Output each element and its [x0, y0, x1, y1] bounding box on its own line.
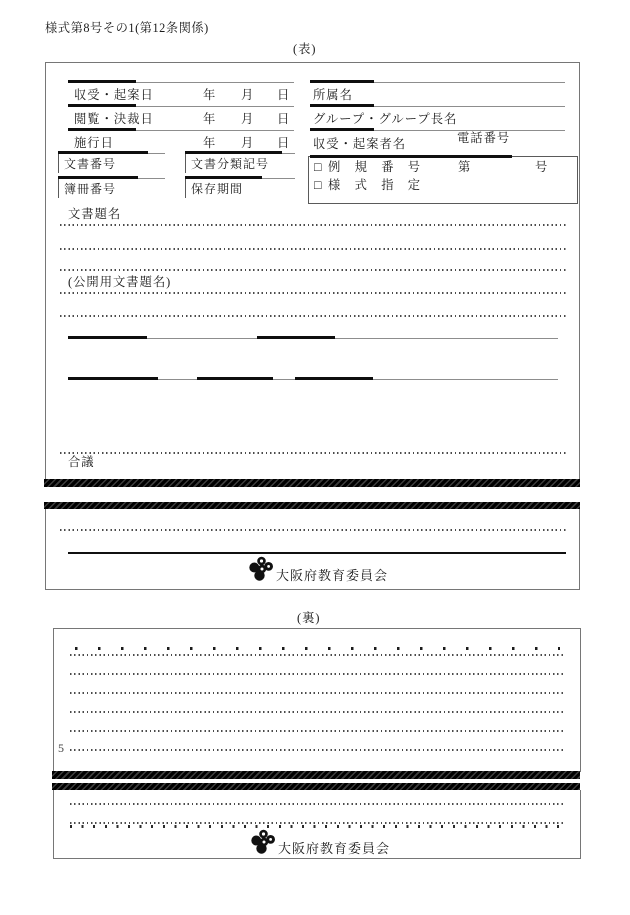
book-number-label: 簿冊番号 — [64, 182, 117, 196]
org-name: 大阪府教育委員会 — [278, 841, 391, 856]
yoshiki-shitei-label: 様 式 指 定 — [328, 178, 422, 192]
org-row-label: グループ・グループ長名 — [313, 112, 458, 126]
separator-bar — [52, 783, 580, 790]
separator-bar — [52, 771, 580, 779]
dotted-rule — [70, 692, 565, 694]
cell-topline — [185, 178, 295, 179]
doc-class-label: 文書分類記号 — [191, 157, 270, 171]
dotted-rule — [70, 803, 565, 805]
field-underline — [68, 130, 294, 131]
month-label: 月 — [241, 112, 255, 126]
form-id-title: 様式第8号その1(第12条関係) — [45, 21, 209, 35]
dotted-rule — [70, 730, 565, 732]
cell-topline — [185, 153, 295, 154]
field-underline — [310, 130, 565, 131]
dotted-rule — [60, 529, 566, 531]
dotted-rule — [70, 711, 565, 713]
reiki-number-checkbox[interactable]: □ — [314, 160, 323, 174]
phone-label: 電話番号 — [457, 131, 511, 145]
separator-bar — [44, 479, 580, 487]
yoshiki-shitei-checkbox[interactable]: □ — [314, 178, 323, 192]
signature-underline — [68, 379, 558, 380]
date-row-label: 施行日 — [74, 136, 114, 150]
year-label: 年 — [203, 112, 217, 126]
dotted-rule — [60, 248, 566, 250]
dotted-rule — [70, 749, 565, 751]
day-label: 日 — [277, 136, 291, 150]
month-label: 月 — [241, 136, 255, 150]
cell-border — [185, 178, 186, 198]
dotted-rule — [70, 822, 565, 824]
retention-label: 保存期間 — [191, 182, 244, 196]
gougi-label: 合議 — [68, 455, 95, 469]
org-row-label: 収受・起案者名 — [313, 137, 407, 151]
org-row-label: 所属名 — [313, 88, 353, 102]
separator-bar — [44, 502, 580, 509]
dotted-rule — [60, 269, 566, 271]
dotted-rule — [60, 224, 566, 226]
day-label: 日 — [277, 112, 291, 126]
cell-border — [58, 153, 59, 173]
day-label: 日 — [277, 88, 291, 102]
dotted-rule — [60, 315, 566, 317]
public-title-label: (公開用文書題名) — [68, 275, 172, 289]
dotted-rule — [70, 673, 565, 675]
dot-marks-row — [75, 647, 560, 650]
cell-topline — [58, 153, 165, 154]
front-marker: (表) — [293, 42, 317, 56]
cell-border — [58, 178, 59, 198]
tick-marks-row — [70, 825, 565, 828]
back-marker: (裏) — [297, 611, 321, 625]
osaka-pref-emblem-icon — [251, 829, 276, 855]
date-row-label: 閲覧・決裁日 — [74, 112, 154, 126]
footer-rule — [68, 552, 566, 554]
field-underline — [310, 82, 565, 83]
year-label: 年 — [203, 136, 217, 150]
date-row-label: 収受・起案日 — [74, 88, 154, 102]
year-label: 年 — [203, 88, 217, 102]
field-underline — [310, 106, 565, 107]
doc-title-label: 文書題名 — [68, 207, 122, 221]
reiki-number-label: 例 規 番 号 — [328, 160, 422, 174]
cell-topline — [58, 178, 165, 179]
osaka-pref-emblem-icon — [249, 556, 274, 582]
field-underline — [68, 106, 294, 107]
dotted-rule — [60, 452, 566, 454]
signature-underline — [68, 338, 558, 339]
field-underline — [68, 82, 294, 83]
doc-number-label: 文書番号 — [64, 157, 117, 171]
reiki-dai-label: 第 — [458, 160, 472, 174]
dotted-rule — [70, 654, 565, 656]
org-name: 大阪府教育委員会 — [276, 568, 389, 583]
dotted-rule — [60, 292, 566, 294]
page-number: 5 — [58, 741, 65, 755]
reiki-box-topline — [310, 155, 512, 158]
month-label: 月 — [241, 88, 255, 102]
reiki-go-label: 号 — [535, 160, 549, 174]
cell-border — [185, 153, 186, 173]
